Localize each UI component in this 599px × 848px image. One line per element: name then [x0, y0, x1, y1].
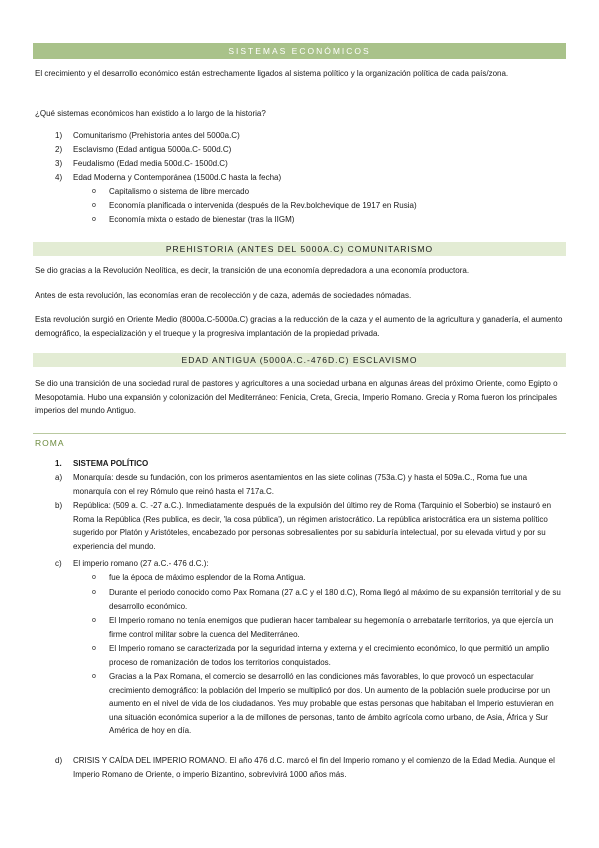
bullet-icon: o: [92, 216, 96, 223]
divider: [33, 433, 566, 434]
bullet-icon: o: [92, 188, 96, 195]
sublist-item: Economía planificada o intervenida (después de la Rev.bolchevique de 1917 en Rusia): [109, 201, 417, 210]
list-number: 1): [55, 131, 63, 140]
bullet-icon: o: [92, 673, 96, 680]
paragraph: Antes de esta revolución, las economías eran de recolección y de caza, además de sociedades nómadas.: [35, 291, 412, 300]
paragraph: Se dio una transición de una sociedad rural de pastores y agricultores a una sociedad urbana en algunas áreas del próximo Oriente, como Egipto o Mesopotamia. Hubo una expansión y colonización del Mediterráneo: Fenicia, Creta, Grecia, Imperio Romano. Grecia y Roma fueron los principales imperios del mundo Antiguo.: [35, 379, 558, 415]
bullet-text: Gracias a la Pax Romana, el comercio se desarrolló en las condiciones más favorables, lo que provocó un espectacular crecimiento demográfico: la población del Imperio se multiplicó por dos. Un aumento de la población suele producirse por un aumento en el nivel de vida de los ciudadanos. Yes muy probable que estas personas que habitaban el Imperio estuvieran en una situación económica superior a la de millones de personas, tanto de ámbito agrícola como urbano, de Asia, África y Sur América de hoy en día.: [109, 672, 554, 735]
bullet-icon: o: [92, 589, 96, 596]
paragraph: Se dio gracias a la Revolución Neolítica, es decir, la transición de una economía depredadora a una economía productora.: [35, 266, 470, 275]
bullet-text: El Imperio romano no tenía enemigos que pudieran hacer tambalear su hegemonía o arrebatarle territorios, ya que ejercía un firme control militar sobre la cuenca del Mediterráneo.: [109, 616, 554, 639]
item-number: 1.: [55, 459, 62, 468]
bullet-icon: o: [92, 202, 96, 209]
bullet-text: Durante el periodo conocido como Pax Romana (27 a.C y el 180 d.C), Roma llegó al máximo de su expansión territorial y de su desarrollo económico.: [109, 588, 561, 611]
item-text-imperio: El imperio romano (27 a.C.- 476 d.C.):: [73, 559, 209, 568]
bullet-icon: o: [92, 645, 96, 652]
subsection-heading-roma: ROMA: [35, 438, 65, 448]
item-label: b): [55, 501, 63, 510]
list-item: Edad Moderna y Contemporánea (1500d.C hasta la fecha): [73, 173, 282, 182]
item-label: c): [55, 559, 62, 568]
bullet-icon: o: [92, 617, 96, 624]
intro-paragraph: El crecimiento y el desarrollo económico están estrechamente ligados al sistema político y la organización política de cada país/zona.: [35, 69, 509, 78]
question-paragraph: ¿Qué sistemas económicos han existido a lo largo de la historia?: [35, 109, 266, 118]
paragraph: Esta revolución surgió en Oriente Medio (8000a.C-5000a.C) gracias a la reducción de la caza y el aumento de la agricultura y ganadería, el aumento demográfico, la especialización y el trueque y la progresiva implantación de la propiedad privada.: [35, 315, 563, 338]
item-text-monarquia: Monarquía: desde su fundación, con los primeros asentamientos en las siete colinas (753a.C) y hasta el 509a.C., Roma fue una monarquía con el rey Rómulo que reinó hasta el 717a.C.: [73, 473, 528, 496]
item-text-crisis: CRISIS Y CAÍDA DEL IMPERIO ROMANO. El año 476 d.C. marcó el fin del Imperio romano y el comienzo de la Edad Media. Aunque el Imperio Romano de Oriente, o imperio Bizantino, sobrevivirá 1000 años más.: [73, 756, 555, 779]
item-text-republica: República: (509 a. C. -27 a.C.). Inmediatamente después de la expulsión del último rey de Roma (Tarquinio el Soberbio) se instauró en Roma la República (Res publica, es decir, 'la cosa pública'), un régimen aristocrático. La república aristocrática era un sistema político sugerido por Platón y Aristóteles, encabezado por personas sobresalientes por su sabiduría intelectual, por su elevada virtud y por su experiencia del mundo.: [73, 501, 552, 551]
list-item: Esclavismo (Edad antigua 5000a.C- 500d.C): [73, 145, 232, 154]
item-label: a): [55, 473, 63, 482]
sublist-item: Capitalismo o sistema de libre mercado: [109, 187, 250, 196]
bullet-text: fue la época de máximo esplendor de la Roma Antigua.: [109, 573, 306, 582]
page-title: SISTEMAS ECONÓMICOS: [33, 43, 566, 59]
list-item: Feudalismo (Edad media 500d.C- 1500d.C): [73, 159, 228, 168]
list-item: Comunitarismo (Prehistoria antes del 5000a.C): [73, 131, 240, 140]
bullet-icon: o: [92, 574, 96, 581]
list-number: 4): [55, 173, 63, 182]
section-heading-prehistoria: PREHISTORIA (ANTES DEL 5000A.C) COMUNITARISMO: [33, 242, 566, 256]
bullet-text: El Imperio romano se caracterizada por la seguridad interna y externa y el crecimiento económico, lo que permitió un amplio proceso de romanización de todos los territorios conquistados.: [109, 644, 550, 667]
list-number: 3): [55, 159, 63, 168]
section-heading-edad-antigua: EDAD ANTIGUA (5000A.C.-476D.C) ESCLAVISMO: [33, 353, 566, 367]
item-title: SISTEMA POLÍTICO: [73, 459, 149, 468]
list-number: 2): [55, 145, 63, 154]
sublist-item: Economía mixta o estado de bienestar (tras la IIGM): [109, 215, 295, 224]
item-label: d): [55, 756, 63, 765]
